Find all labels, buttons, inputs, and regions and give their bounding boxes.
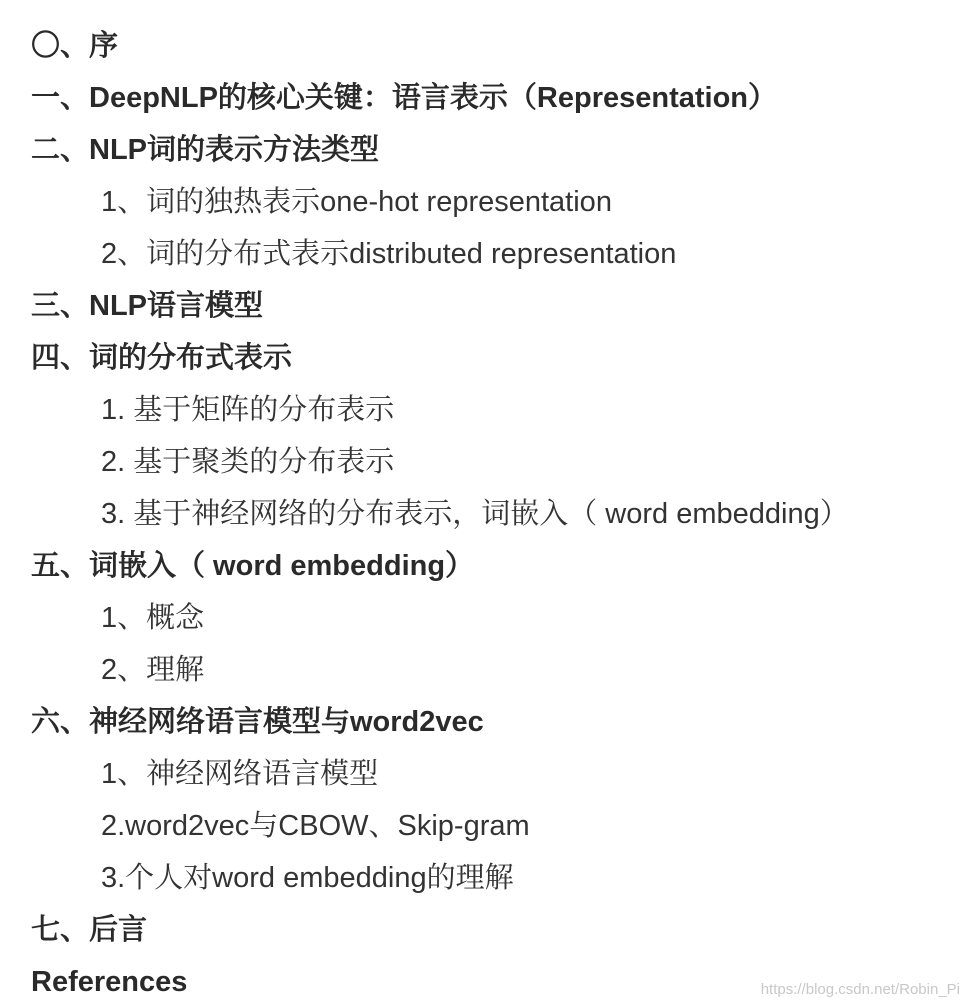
toc-subheading[interactable]: 1、词的独热表示one-hot representation — [101, 186, 612, 218]
toc-heading[interactable]: 四、词的分布式表示 — [31, 342, 293, 374]
toc-subheading[interactable]: 1、神经网络语言模型 — [101, 758, 379, 790]
watermark-url: https://blog.csdn.net/Robin_Pi — [760, 981, 960, 998]
toc-heading[interactable]: 〇、序 — [31, 30, 119, 62]
toc-subheading[interactable]: 2. 基于聚类的分布表示 — [101, 446, 395, 478]
toc-heading[interactable]: 七、后言 — [31, 914, 148, 946]
toc-subheading[interactable]: 3. 基于神经网络的分布表示，词嵌入（ word embedding） — [101, 498, 849, 530]
toc-heading[interactable]: References — [31, 966, 188, 998]
toc-heading[interactable]: 三、NLP语言模型 — [31, 290, 264, 322]
toc-heading[interactable]: 五、词嵌入（ word embedding） — [31, 550, 475, 582]
toc-heading[interactable]: 六、神经网络语言模型与word2vec — [31, 706, 484, 738]
toc-subheading[interactable]: 2、词的分布式表示distributed representation — [101, 238, 677, 270]
toc-subheading[interactable]: 1. 基于矩阵的分布表示 — [101, 394, 395, 426]
table-of-contents — [0, 20, 976, 1008]
toc-subheading[interactable]: 2、理解 — [101, 654, 205, 686]
toc-heading[interactable]: 一、DeepNLP的核心关键：语言表示（Representation） — [31, 82, 778, 114]
toc-subheading[interactable]: 1、概念 — [101, 602, 205, 634]
toc-heading[interactable]: 二、NLP词的表示方法类型 — [31, 134, 380, 166]
toc-subheading[interactable]: 2.word2vec与CBOW、Skip-gram — [101, 810, 530, 842]
toc-subheading[interactable]: 3.个人对word embedding的理解 — [101, 862, 514, 894]
